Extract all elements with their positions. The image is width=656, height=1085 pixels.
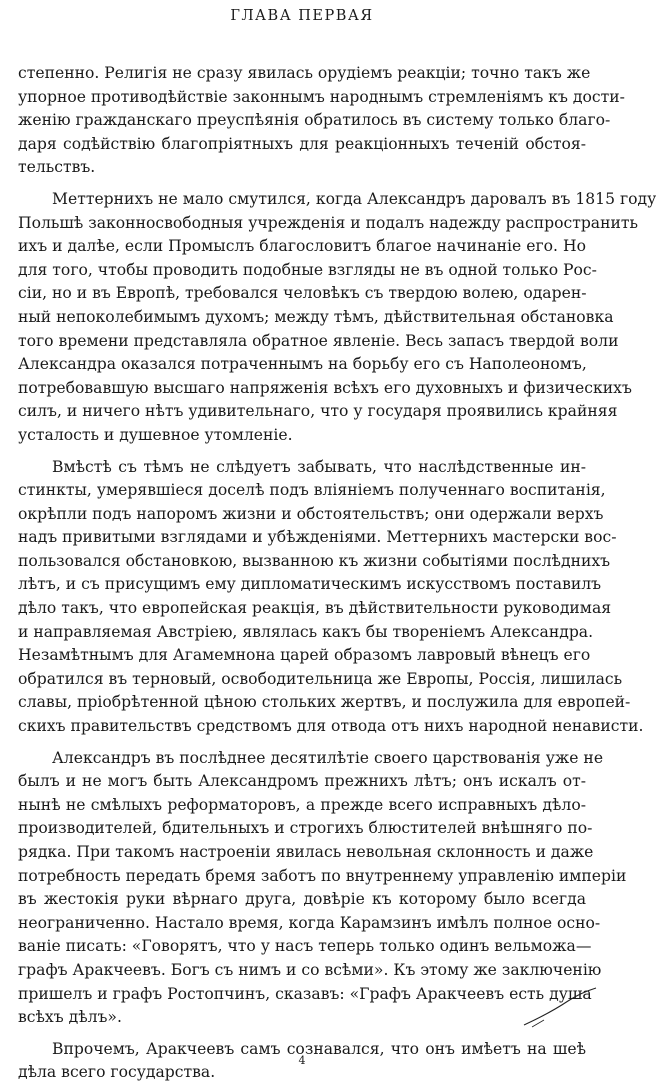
text-line: дѣла всего государства. xyxy=(18,1063,216,1082)
text-line: Незамѣтнымъ для Агамемнона царей образомъ лавровый вѣнецъ его xyxy=(18,646,591,665)
text-line: для того, чтобы проводить подобные взгляды не въ одной только Рос- xyxy=(18,260,597,279)
text-line: обратился въ терновый, освободительница же Европы, Россія, лишилась xyxy=(18,669,623,688)
paragraph xyxy=(18,188,656,448)
text-line: упорное противодѣйствіе законнымъ народнымъ стремленіямъ къ дости- xyxy=(18,87,625,106)
running-header: ГЛАВА ПЕРВАЯ xyxy=(230,8,374,24)
text-line: ваніе писать: «Говорятъ, что у насъ теперь только одинъ вельможа— xyxy=(18,937,592,956)
text-line: даря содѣйствію благопріятныхъ для реакціонныхъ теченій обстоя- xyxy=(18,134,586,153)
text-line: ный непоколебимымъ духомъ; между тѣмъ, дѣйствительная обстановка xyxy=(18,307,614,326)
body-text xyxy=(18,62,656,1085)
page-number: 4 xyxy=(298,1054,306,1067)
paragraph xyxy=(18,62,625,180)
text-line: Александра оказался потраченнымъ на борьбу его съ Наполеономъ, xyxy=(18,355,587,374)
text-line: рядка. При такомъ настроеніи явилась невольная склонность и даже xyxy=(18,843,594,861)
text-line: ихъ и далѣе, если Промыслъ благословитъ благое начинаніе его. Но xyxy=(18,237,586,256)
text-line: графъ Аракчеевъ. Богъ съ нимъ и со всѣми». Къ этому же заключенію xyxy=(18,960,602,979)
text-line: женію гражданскаго преуспѣянія обратилось въ систему только благо- xyxy=(18,111,611,130)
text-line: всѣхъ дѣлъ». xyxy=(18,1008,122,1027)
text-line: стинкты, умерявшіеся доселѣ подъ вліяніемъ полученнаго воспитанія, xyxy=(18,481,606,500)
text-line: тельствъ. xyxy=(18,158,96,177)
text-line: неограниченно. Настало время, когда Карамзинъ имѣлъ полное осно- xyxy=(18,913,601,932)
text-line: Польшѣ законносвободныя учрежденія и подалъ надежду распространить xyxy=(18,213,639,232)
text-line: нынѣ не смѣлыхъ реформаторовъ, а прежде всего исправныхъ дѣло- xyxy=(18,795,586,814)
text-line: дѣло такъ, что европейская реакція, въ дѣйствительности руководимая xyxy=(18,599,612,618)
text-line: былъ и не могъ быть Александромъ прежнихъ лѣтъ; онъ искалъ от- xyxy=(18,772,586,791)
text-line: пользовался обстановкою, вызванною къ жизни событіями послѣднихъ xyxy=(18,551,611,570)
text-line: Меттернихъ не мало смутился, когда Александръ даровалъ въ 1815 году xyxy=(52,189,656,208)
text-line: Впрочемъ, Аракчеевъ самъ сознавался, что онъ имѣетъ на шеѣ xyxy=(52,1039,586,1058)
text-line: сіи, но и въ Европѣ, требовался человѣкъ съ твердою волею, одарен- xyxy=(18,284,587,303)
text-line: и направляемая Австріею, являлась какъ бы твореніемъ Александра. xyxy=(18,622,594,641)
text-line: потребовавшую высшаго напряженія всѣхъ его духовныхъ и физическихъ xyxy=(18,378,632,397)
text-line: Александръ въ послѣднее десятилѣтіе своего царствованія уже не xyxy=(52,748,604,767)
text-line: пришелъ и графъ Ростопчинъ, сказавъ: «Графъ Аракчеевъ есть душа xyxy=(18,984,592,1003)
text-line: лѣтъ, и съ присущимъ ему дипломатическимъ искусствомъ поставилъ xyxy=(18,575,602,594)
text-line: Вмѣстѣ съ тѣмъ не слѣдуетъ забывать, что наслѣдственные ин- xyxy=(52,457,586,476)
text-line: окрѣпли подъ напоромъ жизни и обстоятельствъ; они одержали верхъ xyxy=(18,504,604,523)
text-line: потребность передать бремя заботъ по внутреннему управленію имперіи xyxy=(18,866,627,885)
text-line: силъ, и ничего нѣтъ удивительнаго, что у государя проявились крайняя xyxy=(18,402,618,421)
text-line: славы, пріобрѣтенной цѣною стольких жертвъ, и послужила для европей- xyxy=(18,693,631,712)
paragraph xyxy=(18,747,627,1030)
text-line: производителей, бдительныхъ и строгихъ блюстителей внѣшняго по- xyxy=(18,819,593,838)
pen-stroke-mark xyxy=(520,985,600,1035)
text-line: усталость и душевное утомленіе. xyxy=(18,425,293,444)
text-line: того времени представляла обратное явленіе. Весь запасъ твердой воли xyxy=(18,331,619,350)
text-line: надъ привитыми взглядами и убѣжденіями. Меттернихъ мастерски вос- xyxy=(18,528,617,547)
paragraph xyxy=(18,456,644,739)
text-line: степенно. Религія не сразу явилась орудіемъ реакціи; точно такъ же xyxy=(18,64,591,82)
text-line: въ жестокія руки вѣрнаго друга, довѣріе къ которому было всегда xyxy=(18,890,586,909)
text-line: скихъ правительствъ средствомъ для отвода отъ нихъ народной ненависти. xyxy=(18,717,644,736)
